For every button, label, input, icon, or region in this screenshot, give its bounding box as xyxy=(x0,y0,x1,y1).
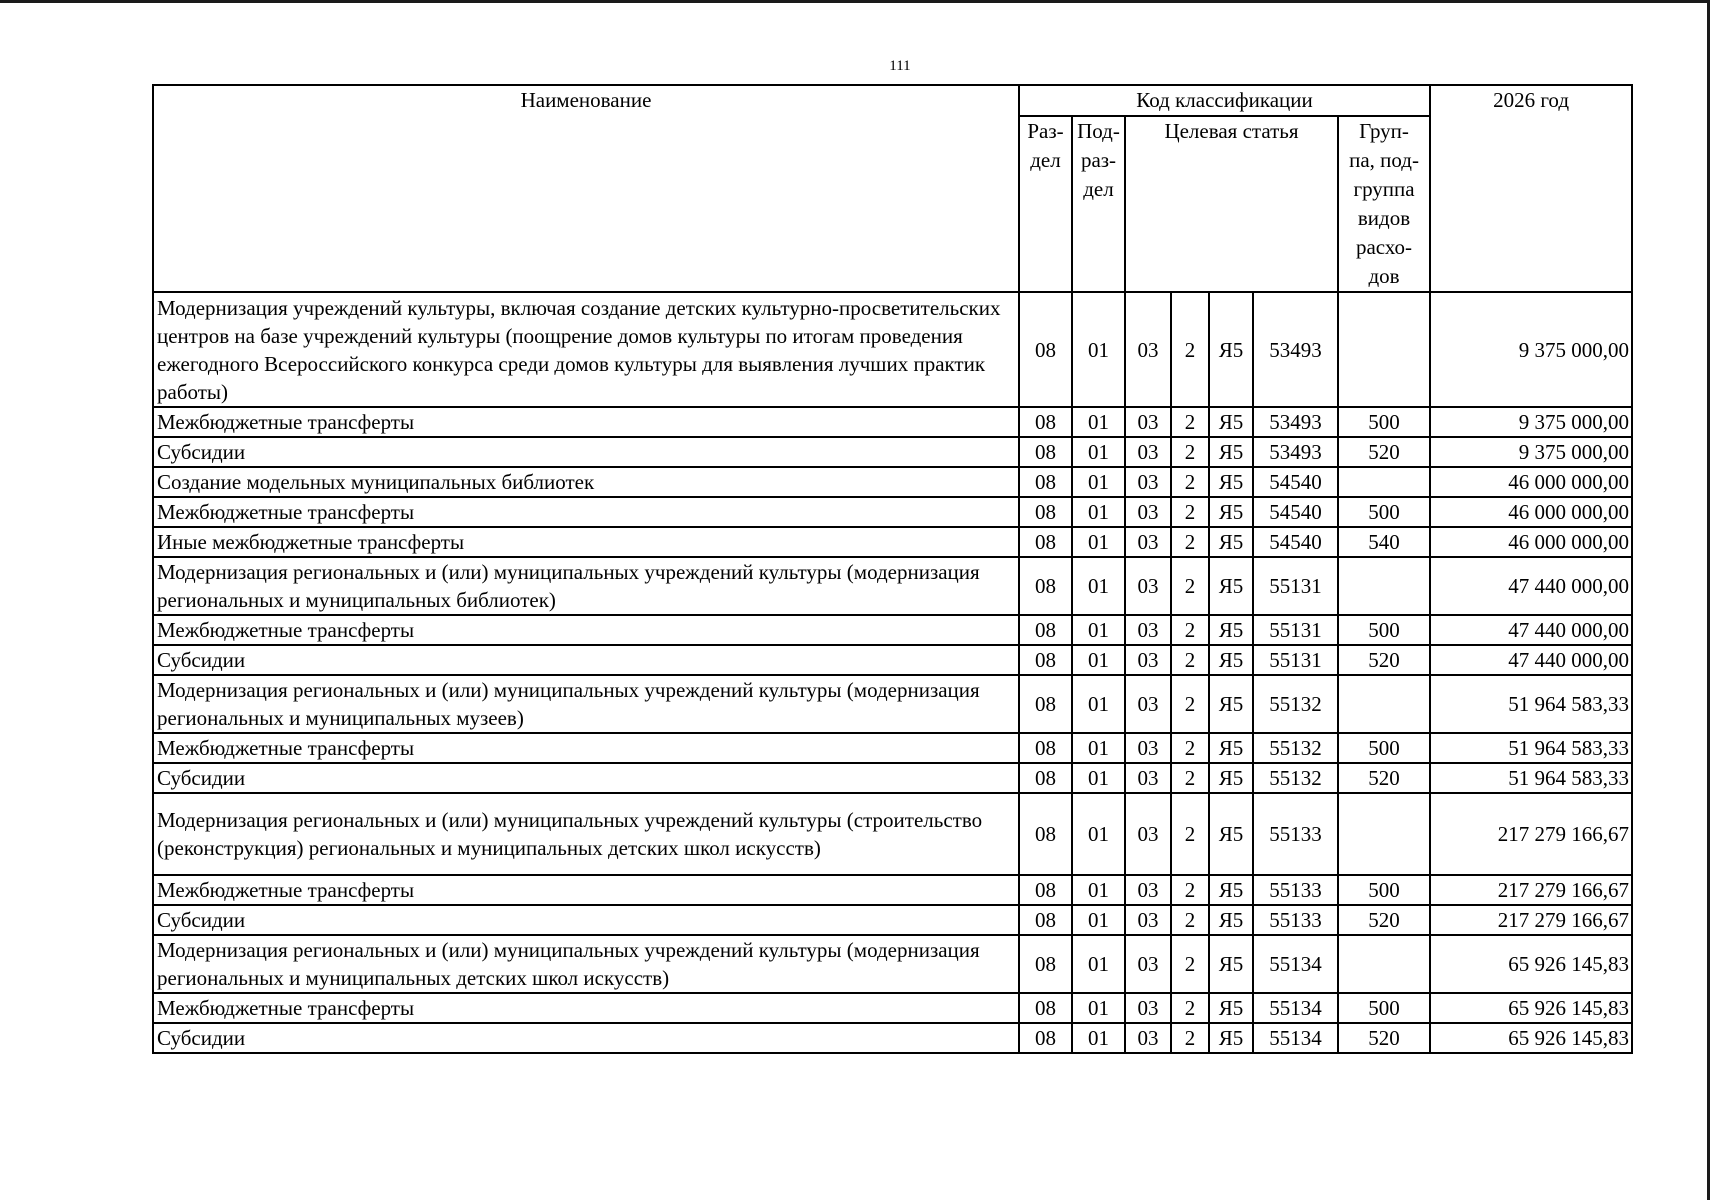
row-name: Субсидии xyxy=(153,905,1019,935)
expense-group-code: 520 xyxy=(1338,1023,1430,1053)
header-group: Груп- па, под- группа видов расхо- дов xyxy=(1338,116,1430,292)
target-code-program: 03 xyxy=(1125,763,1171,793)
header-target-article: Целевая статья xyxy=(1125,116,1338,292)
expense-group-code xyxy=(1338,557,1430,615)
target-code-type: 2 xyxy=(1171,675,1209,733)
target-code-project: Я5 xyxy=(1209,497,1253,527)
target-code-type: 2 xyxy=(1171,1023,1209,1053)
subsection-code: 01 xyxy=(1072,993,1125,1023)
table-row xyxy=(153,645,1632,675)
subsection-code: 01 xyxy=(1072,292,1125,407)
subsection-code: 01 xyxy=(1072,467,1125,497)
subsection-code: 01 xyxy=(1072,733,1125,763)
amount-2026: 9 375 000,00 xyxy=(1430,437,1632,467)
subsection-code: 01 xyxy=(1072,527,1125,557)
expense-group-code: 520 xyxy=(1338,905,1430,935)
target-code-direction: 55132 xyxy=(1253,763,1338,793)
target-code-direction: 55133 xyxy=(1253,875,1338,905)
section-code: 08 xyxy=(1019,935,1072,993)
section-code: 08 xyxy=(1019,1023,1072,1053)
amount-2026: 47 440 000,00 xyxy=(1430,615,1632,645)
section-code: 08 xyxy=(1019,645,1072,675)
expense-group-code: 500 xyxy=(1338,733,1430,763)
target-code-program: 03 xyxy=(1125,527,1171,557)
table-row xyxy=(153,407,1632,437)
table-row xyxy=(153,527,1632,557)
row-name: Модернизация региональных и (или) муниципальных учреждений культуры (модернизация региональных и муниципальных детских школ искусств) xyxy=(153,935,1019,993)
header-name: Наименование xyxy=(153,85,1019,292)
target-code-direction: 55132 xyxy=(1253,733,1338,763)
expense-group-code xyxy=(1338,675,1430,733)
amount-2026: 65 926 145,83 xyxy=(1430,1023,1632,1053)
expense-group-code xyxy=(1338,467,1430,497)
amount-2026: 9 375 000,00 xyxy=(1430,407,1632,437)
row-name: Межбюджетные трансферты xyxy=(153,993,1019,1023)
section-code: 08 xyxy=(1019,557,1072,615)
target-code-project: Я5 xyxy=(1209,437,1253,467)
target-code-type: 2 xyxy=(1171,993,1209,1023)
subsection-code: 01 xyxy=(1072,935,1125,993)
target-code-type: 2 xyxy=(1171,733,1209,763)
row-name: Модернизация региональных и (или) муниципальных учреждений культуры (модернизация региональных и муниципальных библиотек) xyxy=(153,557,1019,615)
section-code: 08 xyxy=(1019,793,1072,875)
section-code: 08 xyxy=(1019,467,1072,497)
expense-group-code: 500 xyxy=(1338,875,1430,905)
target-code-type: 2 xyxy=(1171,935,1209,993)
target-code-project: Я5 xyxy=(1209,993,1253,1023)
amount-2026: 47 440 000,00 xyxy=(1430,645,1632,675)
table-row xyxy=(153,993,1632,1023)
target-code-program: 03 xyxy=(1125,467,1171,497)
amount-2026: 217 279 166,67 xyxy=(1430,875,1632,905)
target-code-project: Я5 xyxy=(1209,292,1253,407)
row-name: Субсидии xyxy=(153,437,1019,467)
target-code-project: Я5 xyxy=(1209,733,1253,763)
header-classification: Код классификации xyxy=(1019,85,1430,116)
section-code: 08 xyxy=(1019,407,1072,437)
subsection-code: 01 xyxy=(1072,763,1125,793)
table-row xyxy=(153,1023,1632,1053)
target-code-program: 03 xyxy=(1125,935,1171,993)
target-code-program: 03 xyxy=(1125,875,1171,905)
expense-group-code: 540 xyxy=(1338,527,1430,557)
target-code-direction: 55132 xyxy=(1253,675,1338,733)
expense-group-code: 520 xyxy=(1338,437,1430,467)
header-subsection: Под- раз- дел xyxy=(1072,116,1125,292)
expense-group-code: 520 xyxy=(1338,763,1430,793)
target-code-direction: 55131 xyxy=(1253,645,1338,675)
target-code-type: 2 xyxy=(1171,645,1209,675)
header-year: 2026 год xyxy=(1430,85,1632,292)
row-name: Субсидии xyxy=(153,645,1019,675)
target-code-program: 03 xyxy=(1125,733,1171,763)
target-code-type: 2 xyxy=(1171,407,1209,437)
subsection-code: 01 xyxy=(1072,615,1125,645)
table-row xyxy=(153,467,1632,497)
target-code-type: 2 xyxy=(1171,437,1209,467)
target-code-direction: 53493 xyxy=(1253,292,1338,407)
subsection-code: 01 xyxy=(1072,793,1125,875)
subsection-code: 01 xyxy=(1072,875,1125,905)
expense-group-code xyxy=(1338,292,1430,407)
section-code: 08 xyxy=(1019,905,1072,935)
target-code-program: 03 xyxy=(1125,557,1171,615)
target-code-program: 03 xyxy=(1125,407,1171,437)
target-code-direction: 54540 xyxy=(1253,527,1338,557)
row-name: Модернизация региональных и (или) муниципальных учреждений культуры (модернизация региональных и муниципальных музеев) xyxy=(153,675,1019,733)
table-row xyxy=(153,497,1632,527)
table-header xyxy=(153,85,1632,292)
table-row xyxy=(153,793,1632,875)
table-row xyxy=(153,615,1632,645)
expense-group-code: 500 xyxy=(1338,993,1430,1023)
subsection-code: 01 xyxy=(1072,557,1125,615)
amount-2026: 217 279 166,67 xyxy=(1430,905,1632,935)
expense-group-code xyxy=(1338,935,1430,993)
target-code-program: 03 xyxy=(1125,615,1171,645)
amount-2026: 9 375 000,00 xyxy=(1430,292,1632,407)
target-code-project: Я5 xyxy=(1209,557,1253,615)
target-code-type: 2 xyxy=(1171,527,1209,557)
subsection-code: 01 xyxy=(1072,675,1125,733)
table-row xyxy=(153,935,1632,993)
row-name: Создание модельных муниципальных библиотек xyxy=(153,467,1019,497)
subsection-code: 01 xyxy=(1072,905,1125,935)
section-code: 08 xyxy=(1019,437,1072,467)
section-code: 08 xyxy=(1019,527,1072,557)
section-code: 08 xyxy=(1019,292,1072,407)
target-code-direction: 55134 xyxy=(1253,935,1338,993)
target-code-program: 03 xyxy=(1125,497,1171,527)
target-code-program: 03 xyxy=(1125,993,1171,1023)
target-code-type: 2 xyxy=(1171,292,1209,407)
amount-2026: 47 440 000,00 xyxy=(1430,557,1632,615)
target-code-direction: 55134 xyxy=(1253,993,1338,1023)
section-code: 08 xyxy=(1019,497,1072,527)
expense-group-code: 520 xyxy=(1338,645,1430,675)
row-name: Иные межбюджетные трансферты xyxy=(153,527,1019,557)
table-row xyxy=(153,905,1632,935)
target-code-program: 03 xyxy=(1125,645,1171,675)
page-number: 111 xyxy=(889,58,911,74)
expense-group-code: 500 xyxy=(1338,407,1430,437)
section-code: 08 xyxy=(1019,675,1072,733)
target-code-direction: 53493 xyxy=(1253,407,1338,437)
target-code-project: Я5 xyxy=(1209,675,1253,733)
row-name: Модернизация учреждений культуры, включая создание детских культурно-просветительских центров на базе учреждений культуры (поощрение домов культуры по итогам проведения ежегодного Всероссийского конкурса среди домов культуры для выявления лучших практик работы) xyxy=(153,292,1019,407)
subsection-code: 01 xyxy=(1072,407,1125,437)
target-code-direction: 53493 xyxy=(1253,437,1338,467)
target-code-direction: 55133 xyxy=(1253,905,1338,935)
amount-2026: 65 926 145,83 xyxy=(1430,993,1632,1023)
section-code: 08 xyxy=(1019,615,1072,645)
table-row xyxy=(153,557,1632,615)
target-code-project: Я5 xyxy=(1209,763,1253,793)
amount-2026: 65 926 145,83 xyxy=(1430,935,1632,993)
row-name: Межбюджетные трансферты xyxy=(153,733,1019,763)
target-code-project: Я5 xyxy=(1209,467,1253,497)
target-code-project: Я5 xyxy=(1209,935,1253,993)
target-code-program: 03 xyxy=(1125,292,1171,407)
table-row xyxy=(153,733,1632,763)
target-code-project: Я5 xyxy=(1209,615,1253,645)
target-code-program: 03 xyxy=(1125,793,1171,875)
target-code-project: Я5 xyxy=(1209,793,1253,875)
section-code: 08 xyxy=(1019,993,1072,1023)
target-code-direction: 55133 xyxy=(1253,793,1338,875)
table-row xyxy=(153,437,1632,467)
target-code-direction: 54540 xyxy=(1253,497,1338,527)
amount-2026: 217 279 166,67 xyxy=(1430,793,1632,875)
target-code-project: Я5 xyxy=(1209,527,1253,557)
section-code: 08 xyxy=(1019,763,1072,793)
subsection-code: 01 xyxy=(1072,437,1125,467)
expense-group-code: 500 xyxy=(1338,497,1430,527)
expense-group-code: 500 xyxy=(1338,615,1430,645)
table-body xyxy=(153,292,1632,1053)
subsection-code: 01 xyxy=(1072,1023,1125,1053)
table-row xyxy=(153,763,1632,793)
row-name: Субсидии xyxy=(153,1023,1019,1053)
target-code-project: Я5 xyxy=(1209,407,1253,437)
row-name: Субсидии xyxy=(153,763,1019,793)
target-code-project: Я5 xyxy=(1209,875,1253,905)
target-code-program: 03 xyxy=(1125,675,1171,733)
amount-2026: 46 000 000,00 xyxy=(1430,467,1632,497)
subsection-code: 01 xyxy=(1072,645,1125,675)
section-code: 08 xyxy=(1019,733,1072,763)
target-code-type: 2 xyxy=(1171,557,1209,615)
table-row xyxy=(153,875,1632,905)
target-code-project: Я5 xyxy=(1209,1023,1253,1053)
target-code-type: 2 xyxy=(1171,875,1209,905)
section-code: 08 xyxy=(1019,875,1072,905)
target-code-direction: 55134 xyxy=(1253,1023,1338,1053)
target-code-program: 03 xyxy=(1125,905,1171,935)
target-code-program: 03 xyxy=(1125,437,1171,467)
subsection-code: 01 xyxy=(1072,497,1125,527)
target-code-program: 03 xyxy=(1125,1023,1171,1053)
target-code-type: 2 xyxy=(1171,615,1209,645)
amount-2026: 46 000 000,00 xyxy=(1430,527,1632,557)
target-code-direction: 55131 xyxy=(1253,557,1338,615)
target-code-project: Я5 xyxy=(1209,645,1253,675)
row-name: Межбюджетные трансферты xyxy=(153,407,1019,437)
target-code-type: 2 xyxy=(1171,793,1209,875)
row-name: Межбюджетные трансферты xyxy=(153,497,1019,527)
row-name: Межбюджетные трансферты xyxy=(153,875,1019,905)
row-name: Межбюджетные трансферты xyxy=(153,615,1019,645)
amount-2026: 51 964 583,33 xyxy=(1430,763,1632,793)
target-code-type: 2 xyxy=(1171,905,1209,935)
amount-2026: 51 964 583,33 xyxy=(1430,733,1632,763)
target-code-direction: 55131 xyxy=(1253,615,1338,645)
table-row xyxy=(153,675,1632,733)
header-section: Раз- дел xyxy=(1019,116,1072,292)
target-code-type: 2 xyxy=(1171,467,1209,497)
target-code-project: Я5 xyxy=(1209,905,1253,935)
target-code-type: 2 xyxy=(1171,763,1209,793)
budget-table xyxy=(152,84,1633,1054)
expense-group-code xyxy=(1338,793,1430,875)
target-code-direction: 54540 xyxy=(1253,467,1338,497)
table-row xyxy=(153,292,1632,407)
target-code-type: 2 xyxy=(1171,497,1209,527)
scan-edge-top xyxy=(0,0,1710,3)
amount-2026: 51 964 583,33 xyxy=(1430,675,1632,733)
row-name: Модернизация региональных и (или) муниципальных учреждений культуры (строительство (реконструкция) региональных и муниципальных детских школ искусств) xyxy=(153,793,1019,875)
amount-2026: 46 000 000,00 xyxy=(1430,497,1632,527)
